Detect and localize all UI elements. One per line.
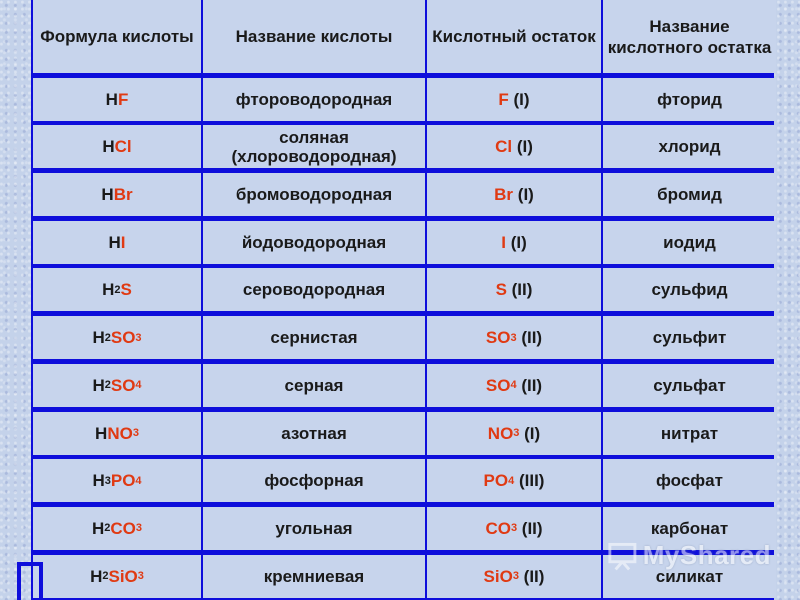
- cell-formula: [33, 221, 201, 264]
- watermark-text: MyShared: [642, 539, 771, 570]
- cell-formula: [33, 125, 201, 168]
- formula-hydrogen: H: [92, 328, 105, 348]
- formula-residue: NO: [107, 423, 133, 443]
- cell-residue-name: нитрат: [603, 412, 776, 455]
- header-residue-name: Название кислотного остатка: [603, 0, 776, 73]
- watermark: [606, 535, 771, 575]
- formula-hydrogen: H: [105, 89, 118, 109]
- residue-formula: I: [501, 232, 506, 252]
- presentation-board-icon: [606, 538, 639, 572]
- formula-hydrogen: H: [102, 280, 115, 300]
- formula-residue: SO: [110, 328, 136, 348]
- residue-valence: (II): [506, 280, 533, 300]
- formula-hydrogen: H: [95, 423, 108, 443]
- formula-hydrogen: H: [101, 185, 114, 205]
- residue-formula: SO: [485, 375, 511, 395]
- cell-acid-name: соляная (хлороводородная): [203, 125, 425, 168]
- residue-valence: (I): [508, 89, 530, 109]
- header-acid-name: Название кислоты: [203, 0, 425, 73]
- formula-hydrogen: H: [102, 137, 115, 157]
- cell-acid-residue: [427, 78, 601, 121]
- cell-acid-residue: [427, 125, 601, 168]
- formula-residue: SO: [110, 375, 136, 395]
- residue-valence: (I): [519, 423, 541, 443]
- residue-valence: (I): [505, 232, 527, 252]
- cell-residue-name: сульфат: [603, 364, 776, 407]
- formula-hydrogen: H: [92, 471, 105, 491]
- cell-residue-name: хлорид: [603, 125, 776, 168]
- cell-residue-name: фосфат: [603, 459, 776, 502]
- residue-formula: SiO: [483, 566, 513, 586]
- formula-hydrogen: H: [91, 518, 105, 538]
- residue-valence: (I): [512, 137, 533, 157]
- cell-acid-name: йодоводородная: [203, 221, 425, 264]
- cell-formula: H 2 S: [33, 268, 201, 311]
- cell-acid-residue: PO 4 (III): [427, 459, 601, 502]
- cell-formula: [33, 173, 201, 216]
- formula-residue: Br: [113, 185, 133, 205]
- cell-acid-residue: [427, 221, 601, 264]
- residue-valence: (II): [518, 566, 545, 586]
- formula-residue: CO: [110, 518, 136, 538]
- cell-residue-name: силикат: [603, 555, 776, 598]
- header-formula: Формула кислоты: [33, 0, 201, 73]
- cell-residue-name: фторид: [603, 78, 776, 121]
- cell-acid-name: бромоводородная: [203, 173, 425, 216]
- residue-formula: CO: [485, 518, 511, 538]
- corner-decoration: [17, 562, 43, 600]
- formula-hydrogen: H: [90, 566, 103, 586]
- cell-acid-residue: [427, 268, 601, 311]
- formula-residue: PO: [110, 471, 136, 491]
- cell-acid-name: азотная: [203, 412, 425, 455]
- residue-valence: (III): [514, 471, 545, 491]
- residue-valence: (II): [516, 328, 543, 348]
- cell-acid-name: фтороводородная: [203, 78, 425, 121]
- cell-acid-name: кремниевая: [203, 555, 425, 598]
- acids-table: [31, 0, 774, 600]
- residue-formula: S: [495, 280, 507, 300]
- residue-valence: (II): [517, 518, 543, 538]
- cell-acid-name: сернистая: [203, 316, 425, 359]
- header-acid-residue: Кислотный остаток: [427, 0, 601, 73]
- cell-acid-residue: CO 3 (II): [427, 507, 601, 550]
- cell-acid-residue: SO 4 (II): [427, 364, 601, 407]
- cell-acid-name: сероводородная: [203, 268, 425, 311]
- cell-formula: [33, 78, 201, 121]
- residue-formula: Br: [494, 185, 514, 205]
- cell-acid-name: фосфорная: [203, 459, 425, 502]
- residue-formula: F: [498, 89, 509, 109]
- residue-valence: (I): [513, 185, 534, 205]
- residue-valence: (II): [516, 375, 543, 395]
- cell-acid-name: серная: [203, 364, 425, 407]
- cell-residue-name: бромид: [603, 173, 776, 216]
- cell-acid-residue: SiO 3 (II): [427, 555, 601, 598]
- cell-formula: H 3 PO 4: [33, 459, 201, 502]
- formula-residue: F: [117, 89, 129, 109]
- formula-residue: S: [120, 280, 132, 300]
- cell-residue-name: сульфит: [603, 316, 776, 359]
- residue-formula: Cl: [495, 137, 513, 157]
- cell-formula: H NO 3: [33, 412, 201, 455]
- cell-acid-residue: [427, 173, 601, 216]
- residue-formula: NO: [487, 423, 514, 443]
- cell-formula: H 2 SiO 3: [33, 555, 201, 598]
- cell-acid-name: угольная: [203, 507, 425, 550]
- formula-hydrogen: H: [108, 232, 121, 252]
- residue-formula: SO: [485, 328, 511, 348]
- formula-residue: Cl: [114, 137, 132, 157]
- cell-residue-name: карбонат: [603, 507, 776, 550]
- formula-hydrogen: H: [92, 375, 105, 395]
- cell-residue-name: иодид: [603, 221, 776, 264]
- cell-formula: H 2 SO 4: [33, 364, 201, 407]
- cell-acid-residue: SO 3 (II): [427, 316, 601, 359]
- residue-formula: PO: [483, 471, 509, 491]
- cell-formula: H 2 SO 3: [33, 316, 201, 359]
- cell-acid-residue: NO 3 (I): [427, 412, 601, 455]
- formula-residue: I: [120, 232, 126, 252]
- cell-residue-name: сульфид: [603, 268, 776, 311]
- formula-residue: SiO: [108, 566, 138, 586]
- cell-formula: H 2 CO 3: [33, 507, 201, 550]
